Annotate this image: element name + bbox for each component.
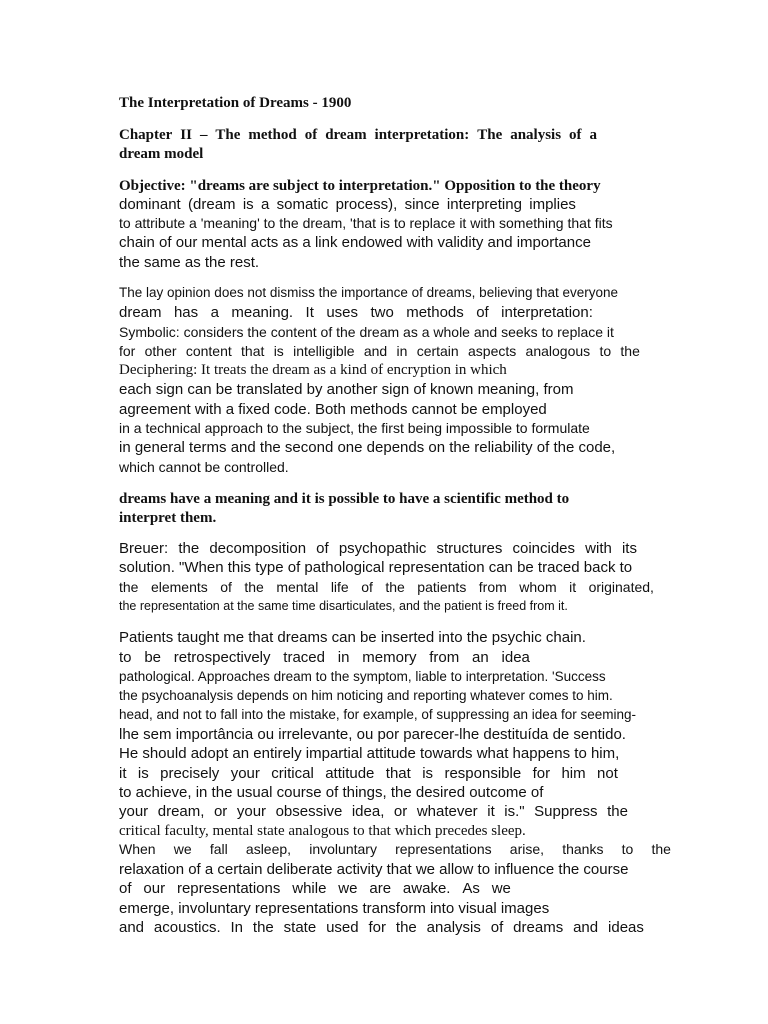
chapter-heading-line-1 (119, 128, 597, 143)
word: or (213, 803, 228, 820)
thesis-line-1: dreams have a meaning and it is possible to have a scientific method to (119, 491, 570, 507)
word: is (242, 196, 254, 213)
word: be (144, 649, 161, 666)
word: When (119, 841, 156, 857)
methods-line-6: each sign can be translated by another sign of known meaning, from (119, 381, 574, 398)
word: responsible (444, 765, 522, 782)
word: two (370, 304, 394, 321)
word: has (173, 304, 199, 321)
word: for (532, 765, 551, 782)
word: of (476, 304, 489, 321)
word: for (368, 919, 387, 936)
word: your (230, 765, 260, 782)
methods-line-1: The lay opinion does not dismiss the importance of dreams, believing that everyone (119, 285, 619, 300)
word: interpretation: (374, 127, 470, 143)
word: Chapter (119, 127, 173, 143)
word: are (369, 880, 392, 897)
word: representations (395, 841, 492, 857)
methods-line-7: agreement with a fixed code. Both methods cannot be employed (119, 401, 547, 418)
breuer-line-4: the representation at the same time disarticulates, and the patient is freed from it. (119, 599, 568, 613)
word: The (477, 127, 503, 143)
word: content (185, 343, 232, 359)
word: that (241, 343, 265, 359)
word: in (396, 343, 408, 359)
patients-line-7: He should adopt an entirely impartial attitude towards what happens to him, (119, 745, 620, 762)
word: is (137, 765, 149, 782)
word: method (248, 127, 297, 143)
word: the (385, 579, 405, 595)
word: intelligible (293, 343, 355, 359)
word: idea, (351, 803, 385, 820)
patients-line-12 (119, 842, 671, 856)
word: certain (416, 343, 459, 359)
patients-line-13: relaxation of a certain deliberate activity that we allow to influence the course (119, 861, 629, 878)
word: to (119, 649, 132, 666)
chapter-heading-line-2: dream model (119, 146, 204, 162)
word: and (573, 919, 599, 936)
patients-line-4: the psychoanalysis depends on him noticing and reporting whatever comes to him. (119, 688, 613, 703)
word: dreams (513, 919, 564, 936)
word: (dream (188, 196, 236, 213)
word: process), (335, 196, 398, 213)
word: the (252, 919, 274, 936)
word: somatic (276, 196, 329, 213)
word: of (220, 579, 232, 595)
patients-line-6: lhe sem importância ou irrelevante, ou por parecer-lhe destituída de sentido. (119, 726, 626, 743)
word: we (338, 880, 358, 897)
word: patients (417, 579, 467, 595)
word: originated, (588, 579, 654, 595)
word: for (119, 343, 136, 359)
word: decomposition (209, 540, 307, 557)
objective-line-4: chain of our mental acts as a link endowed with validity and importance (119, 234, 591, 251)
word: of (490, 919, 504, 936)
breuer-line-2: solution. "When this type of pathological representation can be traced back to (119, 559, 633, 576)
breuer-line-1 (119, 541, 637, 556)
word: it (487, 803, 495, 820)
methods-line-9: in general terms and the second one depends on the reliability of the code, (119, 439, 616, 456)
word: used (326, 919, 359, 936)
methods-line-10: which cannot be controlled. (119, 459, 289, 475)
word: psychopathic (338, 540, 427, 557)
patients-line-2 (119, 650, 530, 665)
word: elements (150, 579, 208, 595)
thesis-line-2: interpret them. (119, 510, 217, 526)
word: Suppress (534, 803, 598, 820)
word: an (472, 649, 489, 666)
word: of (316, 540, 329, 557)
word: fall (209, 841, 228, 857)
patients-line-14 (119, 881, 511, 896)
word: dream, (157, 803, 205, 820)
word: is (273, 343, 284, 359)
word: we (173, 841, 192, 857)
word: the (395, 919, 417, 936)
word: from (429, 649, 460, 666)
word: of (119, 880, 132, 897)
objective-line-3: to attribute a 'meaning' to the dream, 'that is to replace it with something that fits (119, 215, 613, 231)
word: it (119, 765, 127, 782)
word: to (621, 841, 634, 857)
word: your (119, 803, 149, 820)
breuer-line-3 (119, 580, 654, 594)
word: him (561, 765, 586, 782)
word: In (230, 919, 244, 936)
patients-line-1: Patients taught me that dreams can be inserted into the psychic chain. (119, 629, 586, 646)
word: coincides (512, 540, 576, 557)
word: we (491, 880, 511, 897)
word: the (620, 343, 640, 359)
word: whom (519, 579, 557, 595)
patients-line-3: pathological. Approaches dream to the symptom, liable to interpretation. 'Success (119, 669, 606, 684)
word: ideas (608, 919, 644, 936)
methods-line-5: Deciphering: It treats the dream as a kind of encryption in which (119, 362, 507, 378)
word: to (599, 343, 612, 359)
word: analysis (510, 127, 562, 143)
word: arise, (509, 841, 545, 857)
word: – (199, 127, 208, 143)
word: mental (276, 579, 319, 595)
word: awake. (402, 880, 451, 897)
word: As (462, 880, 480, 897)
word: a (210, 304, 219, 321)
word: obsessive (275, 803, 343, 820)
word: the (178, 540, 200, 557)
word: it (569, 579, 577, 595)
word: your (236, 803, 267, 820)
word: that (385, 765, 411, 782)
word: critical (271, 765, 314, 782)
word: methods (406, 304, 464, 321)
word: a (589, 127, 597, 143)
word: the (244, 579, 264, 595)
word: of (569, 127, 582, 143)
word: memory (362, 649, 417, 666)
word: state (283, 919, 317, 936)
methods-line-8: in a technical approach to the subject, the first being impossible to formulate (119, 420, 590, 436)
patients-line-8 (119, 766, 618, 781)
methods-line-3: Symbolic: considers the content of the dream as a whole and seeks to replace it (119, 324, 614, 340)
methods-line-4 (119, 344, 640, 358)
word: analogous (525, 343, 591, 359)
word: or (393, 803, 408, 820)
word: other (144, 343, 177, 359)
word: a (260, 196, 270, 213)
word: life (330, 579, 349, 595)
word: its (621, 540, 637, 557)
word: whatever (416, 803, 478, 820)
word: while (292, 880, 327, 897)
word: from (478, 579, 507, 595)
word: of (361, 579, 373, 595)
word: thanks (562, 841, 604, 857)
word: interpreting (446, 196, 522, 213)
word: implies (529, 196, 576, 213)
word: uses (326, 304, 358, 321)
word: idea (501, 649, 530, 666)
word: representations (176, 880, 281, 897)
word: dominant (119, 196, 181, 213)
patients-line-10 (119, 804, 628, 819)
word: dream (325, 127, 367, 143)
word: our (143, 880, 166, 897)
word: Breuer: (119, 540, 169, 557)
word: traced (283, 649, 325, 666)
word: and (119, 919, 145, 936)
word: acoustics. (153, 919, 221, 936)
word: II (180, 127, 192, 143)
word: precisely (160, 765, 220, 782)
objective-line-1: Objective: "dreams are subject to interpretation." Opposition to the theory (119, 178, 601, 194)
patients-line-15: emerge, involuntary representations transform into visual images (119, 900, 550, 917)
word: since (404, 196, 440, 213)
word: meaning. (231, 304, 294, 321)
word: involuntary (309, 841, 377, 857)
word: structures (436, 540, 503, 557)
word: asleep, (245, 841, 292, 857)
patients-line-5: head, and not to fall into the mistake, for example, of suppressing an idea for seeming- (119, 707, 637, 722)
word: and (363, 343, 388, 359)
word: with (585, 540, 612, 557)
word: is." (504, 803, 525, 820)
word: The (215, 127, 241, 143)
word: the (651, 841, 671, 857)
word: It (305, 304, 314, 321)
methods-line-2 (119, 305, 593, 320)
patients-line-16 (119, 920, 644, 935)
word: not (597, 765, 618, 782)
word: dream (119, 304, 162, 321)
word: retrospectively (173, 649, 271, 666)
word: in (337, 649, 350, 666)
objective-line-5: the same as the rest. (119, 254, 260, 271)
word: the (607, 803, 628, 820)
patients-line-9: to achieve, in the usual course of things, the desired outcome of (119, 784, 544, 801)
word: interpretation: (501, 304, 593, 321)
word: attitude (325, 765, 375, 782)
patients-line-11: critical faculty, mental state analogous to that which precedes sleep. (119, 823, 526, 839)
word: of (304, 127, 318, 143)
word: analysis (426, 919, 481, 936)
word: aspects (468, 343, 517, 359)
document-title: The Interpretation of Dreams - 1900 (119, 95, 352, 111)
word: the (119, 579, 139, 595)
objective-line-2 (119, 197, 576, 212)
word: is (422, 765, 434, 782)
